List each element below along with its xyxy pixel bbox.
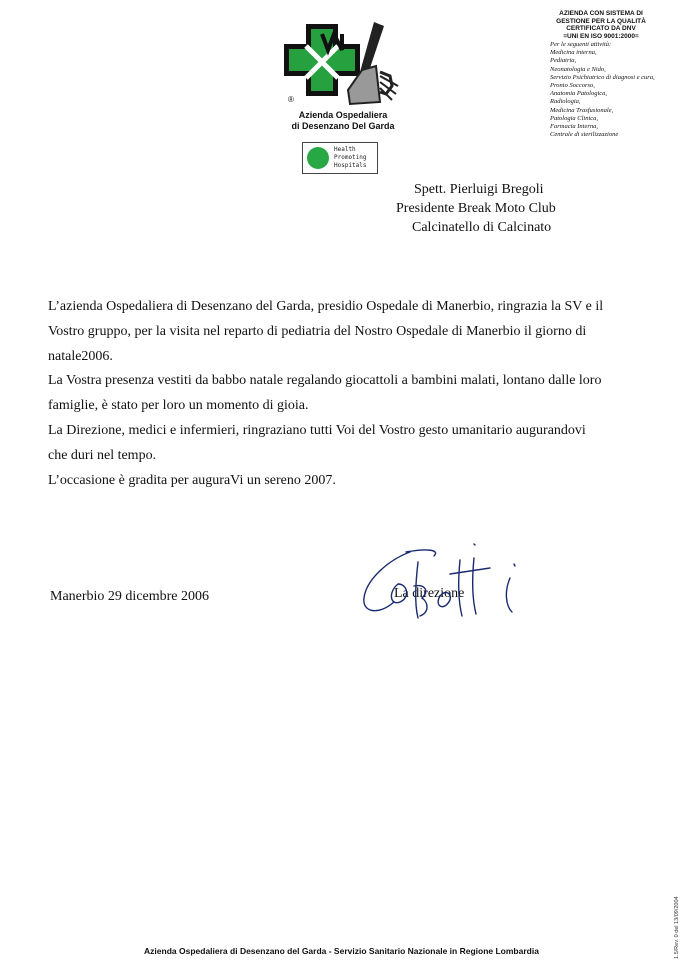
body-line: L’azienda Ospedaliera di Desenzano del Garda, presidio Ospedale di Manerbio, ringrazia la SV e il: [48, 299, 604, 314]
hph-badge: [302, 142, 378, 174]
cert-activity: Centrale di sterilizzazione: [550, 131, 619, 139]
recipient-name: Spett. Pierluigi Bregoli: [414, 182, 544, 197]
cert-activity: Medicina interna,: [550, 49, 597, 57]
registered-mark: ®: [288, 95, 294, 104]
body-line: Vostro gruppo, per la visita nel reparto di pediatria del Nostro Ospedale di Manerbio il giorno di: [48, 323, 587, 339]
cert-heading-line: CERTIFICATO DA DNV: [566, 25, 636, 32]
document-code: [666, 893, 680, 961]
recipient-location: Calcinatello di Calcinato: [412, 220, 552, 235]
signatory-label: La direzione: [394, 586, 465, 601]
hph-line: Promoting: [334, 154, 367, 161]
document-code-text: 1.5/Rev. 0 del 13/09/2004: [674, 896, 680, 959]
cert-activity: Patologia Clinica,: [550, 114, 599, 122]
org-name-line-2: di Desenzano Del Garda: [291, 121, 395, 131]
org-name-line-1: Azienda Ospedaliera: [298, 110, 388, 120]
organization-name: [268, 110, 418, 132]
certification-activities: [550, 41, 675, 139]
cert-heading-line: GESTIONE PER LA QUALITÀ: [556, 17, 646, 25]
green-cross-logo-icon: [284, 24, 360, 96]
letter-body: [48, 295, 638, 493]
body-line: La Direzione, medici e infermieri, ringraziano tutti Voi del Vostro gesto umanitario augurandovi: [48, 422, 586, 438]
cert-heading-line: =UNI EN ISO 9001:2000=: [563, 32, 639, 40]
body-line: La Vostra presenza vestiti da babbo natale regalando giocattoli a bambini malati, lontano dalle loro: [48, 373, 602, 389]
cert-activity: Medicina Trasfusionale,: [550, 106, 614, 114]
cert-heading-line: AZIENDA CON SISTEMA DI: [559, 10, 643, 17]
cert-activity: Anatomia Patologica,: [550, 90, 608, 98]
cert-activity: Radiologia,: [550, 98, 581, 106]
handwritten-signature: [358, 540, 533, 625]
body-line: famiglie, è stato per loro un momento di gioia.: [48, 398, 309, 414]
recipient-address: [396, 180, 556, 237]
recipient-title: Presidente Break Moto Club: [396, 201, 556, 216]
cert-activity: Neonatologia e Nido,: [550, 65, 606, 73]
body-line: natale2006.: [48, 348, 113, 364]
place-date: Manerbio 29 dicembre 2006: [50, 589, 210, 604]
hph-text: [334, 146, 378, 170]
certification-heading: [530, 10, 672, 40]
cert-activity: Per le seguenti attività:: [550, 41, 612, 48]
hph-globe-icon: [307, 147, 329, 169]
cert-activity: Servizio Psichiatrico di diagnosi e cura,: [550, 73, 655, 81]
hph-line: Hospitals: [334, 162, 367, 169]
cert-activity: Farmacia Interna,: [550, 123, 599, 131]
cert-activity: Pronto Soccorso,: [550, 82, 595, 90]
cert-activity: Pediatria,: [550, 57, 577, 65]
hph-line: Health: [334, 146, 356, 153]
footer-text: Azienda Ospedaliera di Desenzano del Garda - Servizio Sanitario Nazionale in Regione Lombardia: [144, 946, 539, 956]
hospital-logo: [276, 16, 402, 108]
body-line: L’occasione è gradita per auguraVi un sereno 2007.: [48, 472, 336, 488]
body-line: che duri nel tempo.: [48, 447, 157, 463]
